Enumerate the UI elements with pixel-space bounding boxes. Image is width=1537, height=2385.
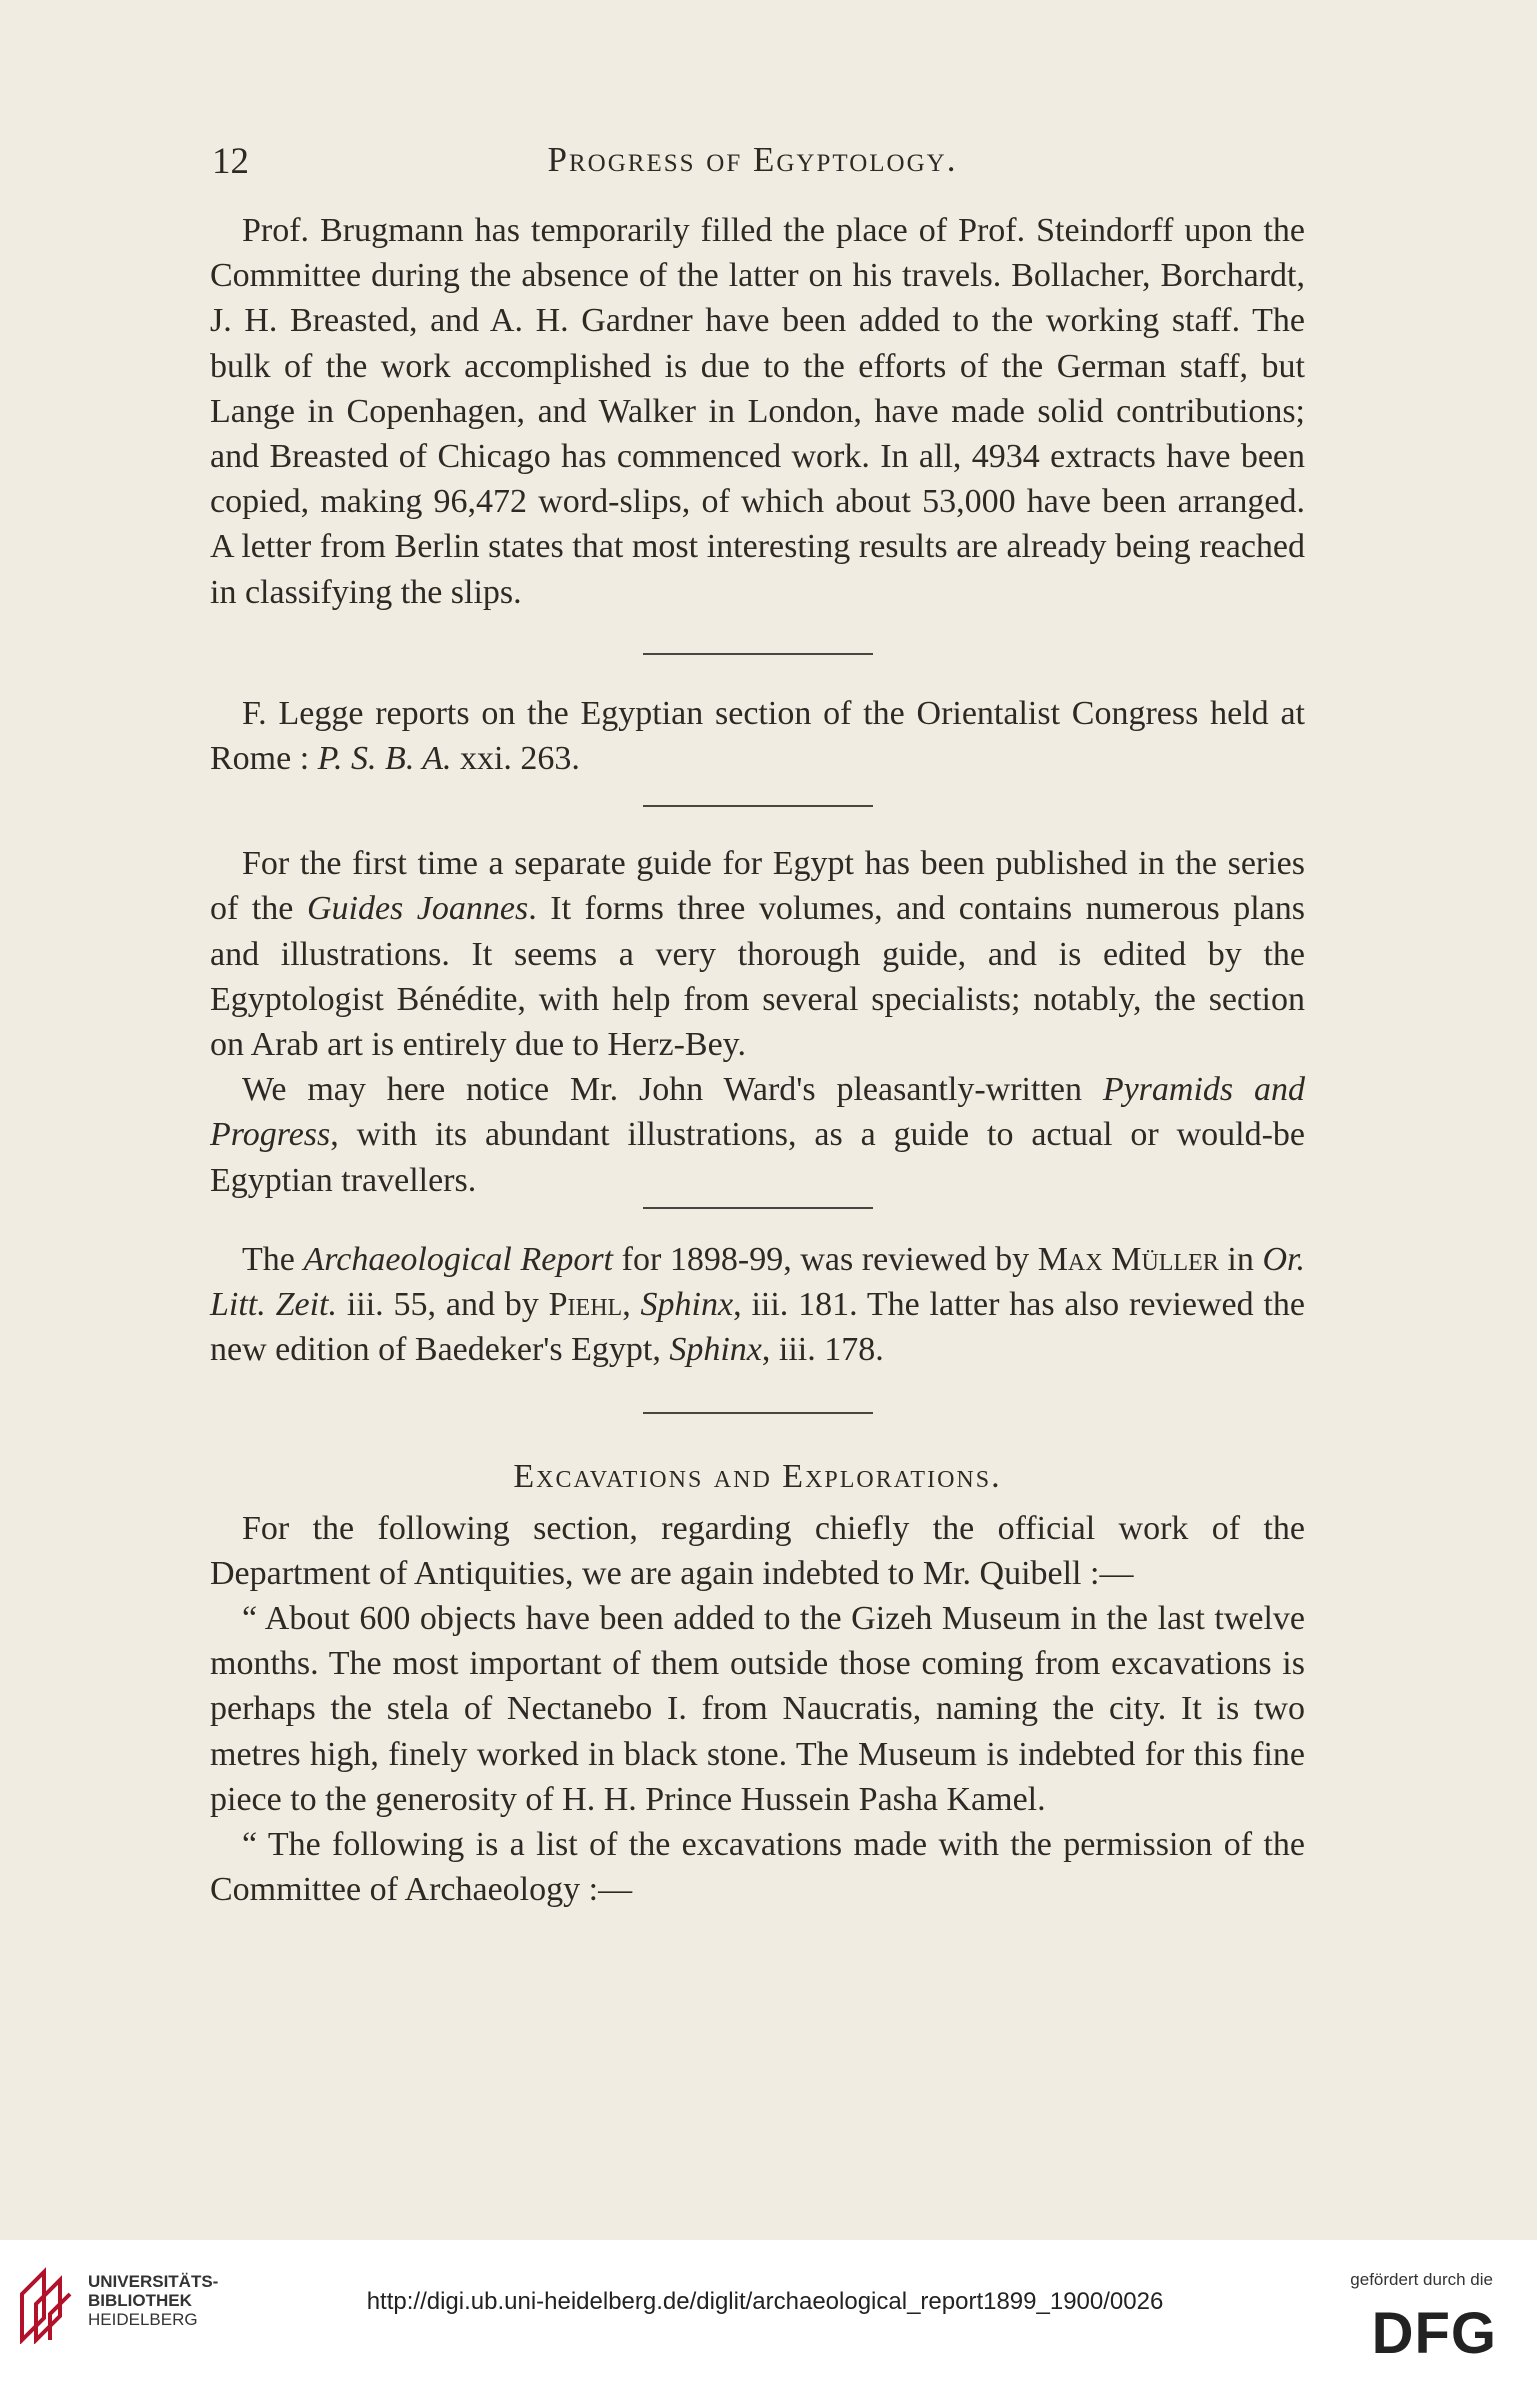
page-header [200,132,1305,192]
paragraph-archaeological-report-reviews: The Archaeological Report for 1898-99, was reviewed by Max Müller in Or. Litt. Zeit. iii. 55, and by Piehl, Sphinx, iii. 181. The latter has also reviewed the new edition of Baedeker's Egypt, Sphinx, iii. 178. [210,1240,1305,1369]
source-url-link[interactable]: http://digi.ub.uni-heidelberg.de/diglit/archaeological_report1899_1900/0026 [366,2288,1164,2315]
running-title: Progress of Egyptology. [547,140,958,179]
section-heading: Excavations and Explorations. [513,1458,1002,1496]
paragraph-excavations-list-intro: “ The following is a list of the excavations made with the permission of the Committee of Archaeology :— [210,1826,1305,1909]
paragraph-quibell-intro: For the following section, regarding chiefly the official work of the Department of Antiquities, we are again indebted to Mr. Quibell :— [210,1509,1305,1592]
digitization-footer [0,2240,1537,2385]
page-body [210,208,1305,1913]
funding-label: gefördert durch die [1350,2270,1493,2289]
paragraph-guides-joannes: For the first time a separate guide for Egypt has been published in the series of the Guides Joannes. It forms three volumes, and contains numerous plans and illustrations. It seems a very thorough guide, and is edited by the Egyptologist Bénédite, with help from several specialists; notably, the section on Arab art is entirely due to Herz-Bey. [210,845,1306,1064]
paragraph-gizeh-museum: “ About 600 objects have been added to the Gizeh Museum in the last twelve months. The most important of them outside those coming from excavations is perhaps the stela of Nectanebo I. from Naucratis, naming the city. It is two metres high, finely worked in black stone. The Museum is indebted for this fine piece to the generosity of H. H. Prince Hussein Pasha Kamel. [210,1600,1305,1818]
library-name: UNIVERSITÄTS- BIBLIOTHEK HEIDELBERG [88,2272,219,2329]
library-logo-icon [14,2264,74,2344]
paragraph-legge-report: F. Legge reports on the Egyptian section of the Orientalist Congress held at Rome : P. S. B. A. xxi. 263. [210,694,1305,778]
page-number: 12 [212,141,249,182]
dfg-logo: DFG [1371,2301,1497,2366]
paragraph-pyramids-progress: We may here notice Mr. John Ward's pleasantly-written Pyramids and Progress, with its abundant illustrations, as a guide to actual or would-be Egyptian travellers. [210,1071,1305,1199]
paragraph-dictionary-work: Prof. Brugmann has temporarily filled the place of Prof. Steindorff upon the Committee during the absence of the latter on his travels. Bollacher, Borchardt, J. H. Breasted, and A. H. Gardner have been added to the working staff. The bulk of the work accomplished is due to the efforts of the German staff, but Lange in Copenhagen, and Walker in London, have made solid contributions; and Breasted of Chicago has commenced work. In all, 4934 extracts have been copied, making 96,472 word-slips, of which about 53,000 have been arranged. A letter from Berlin states that most interesting results are already being reached in classifying the slips. [210,212,1305,611]
